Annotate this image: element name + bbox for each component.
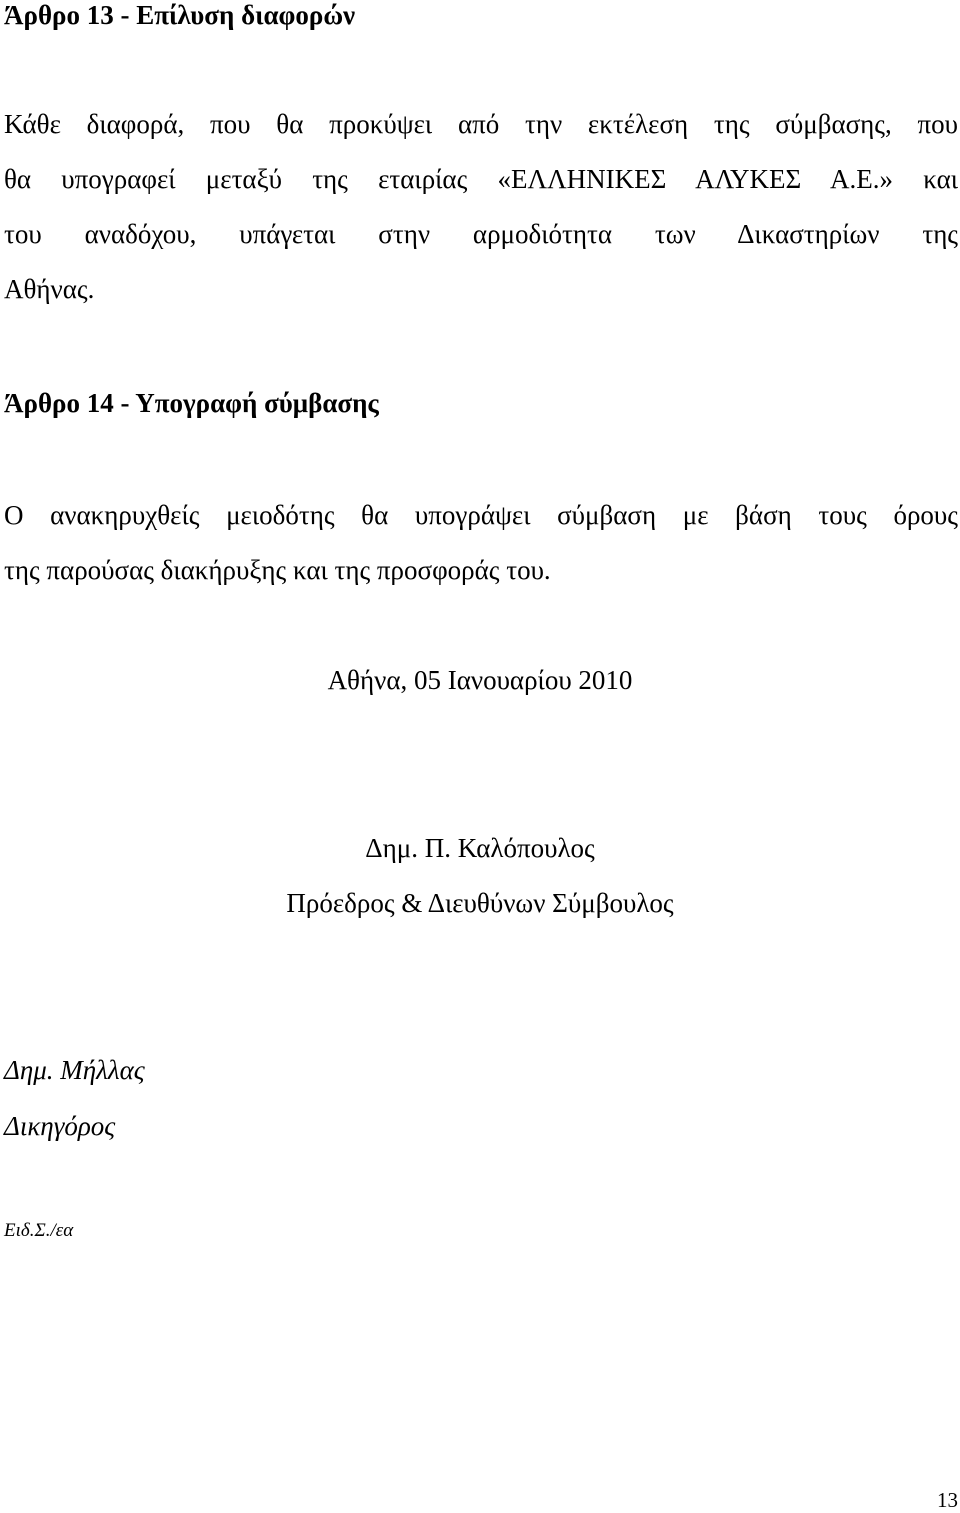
lawyer-role: Δικηγόρος bbox=[4, 1111, 116, 1141]
paragraph-line: της παρούσας διακήρυξης και της προσφοράς του. bbox=[4, 555, 551, 585]
signatory-name: Δημ. Π. Καλόπουλος bbox=[365, 833, 595, 863]
paragraph-line: Αθήνας. bbox=[4, 274, 95, 304]
page-number: 13 bbox=[937, 1488, 958, 1512]
article-14-paragraph bbox=[4, 488, 958, 598]
date-line: Αθήνα, 05 Ιανουαρίου 2010 bbox=[327, 665, 633, 695]
paragraph-line: Ο ανακηρυχθείς μειοδότης θα υπογράψει σύμβαση με βάση τους όρους bbox=[4, 500, 958, 530]
article-13-paragraph bbox=[4, 97, 958, 317]
paragraph-line: του αναδόχου, υπάγεται στην αρμοδιότητα των Δικαστηρίων της bbox=[4, 219, 958, 249]
reference-code: Ειδ.Σ./εα bbox=[4, 1220, 74, 1241]
article-14-heading: Άρθρο 14 - Υπογραφή σύμβασης bbox=[4, 388, 379, 418]
paragraph-line: θα υπογραφεί μεταξύ της εταιρίας «ΕΛΛΗΝΙΚΕΣ ΑΛΥΚΕΣ Α.Ε.» και bbox=[4, 164, 958, 194]
signatory-role: Πρόεδρος & Διευθύνων Σύμβουλος bbox=[286, 888, 674, 918]
paragraph-line: Κάθε διαφορά, που θα προκύψει από την εκτέλεση της σύμβασης, που bbox=[4, 109, 958, 139]
lawyer-name: Δημ. Μήλλας bbox=[4, 1055, 145, 1085]
article-13-heading: Άρθρο 13 - Επίλυση διαφορών bbox=[4, 0, 356, 30]
